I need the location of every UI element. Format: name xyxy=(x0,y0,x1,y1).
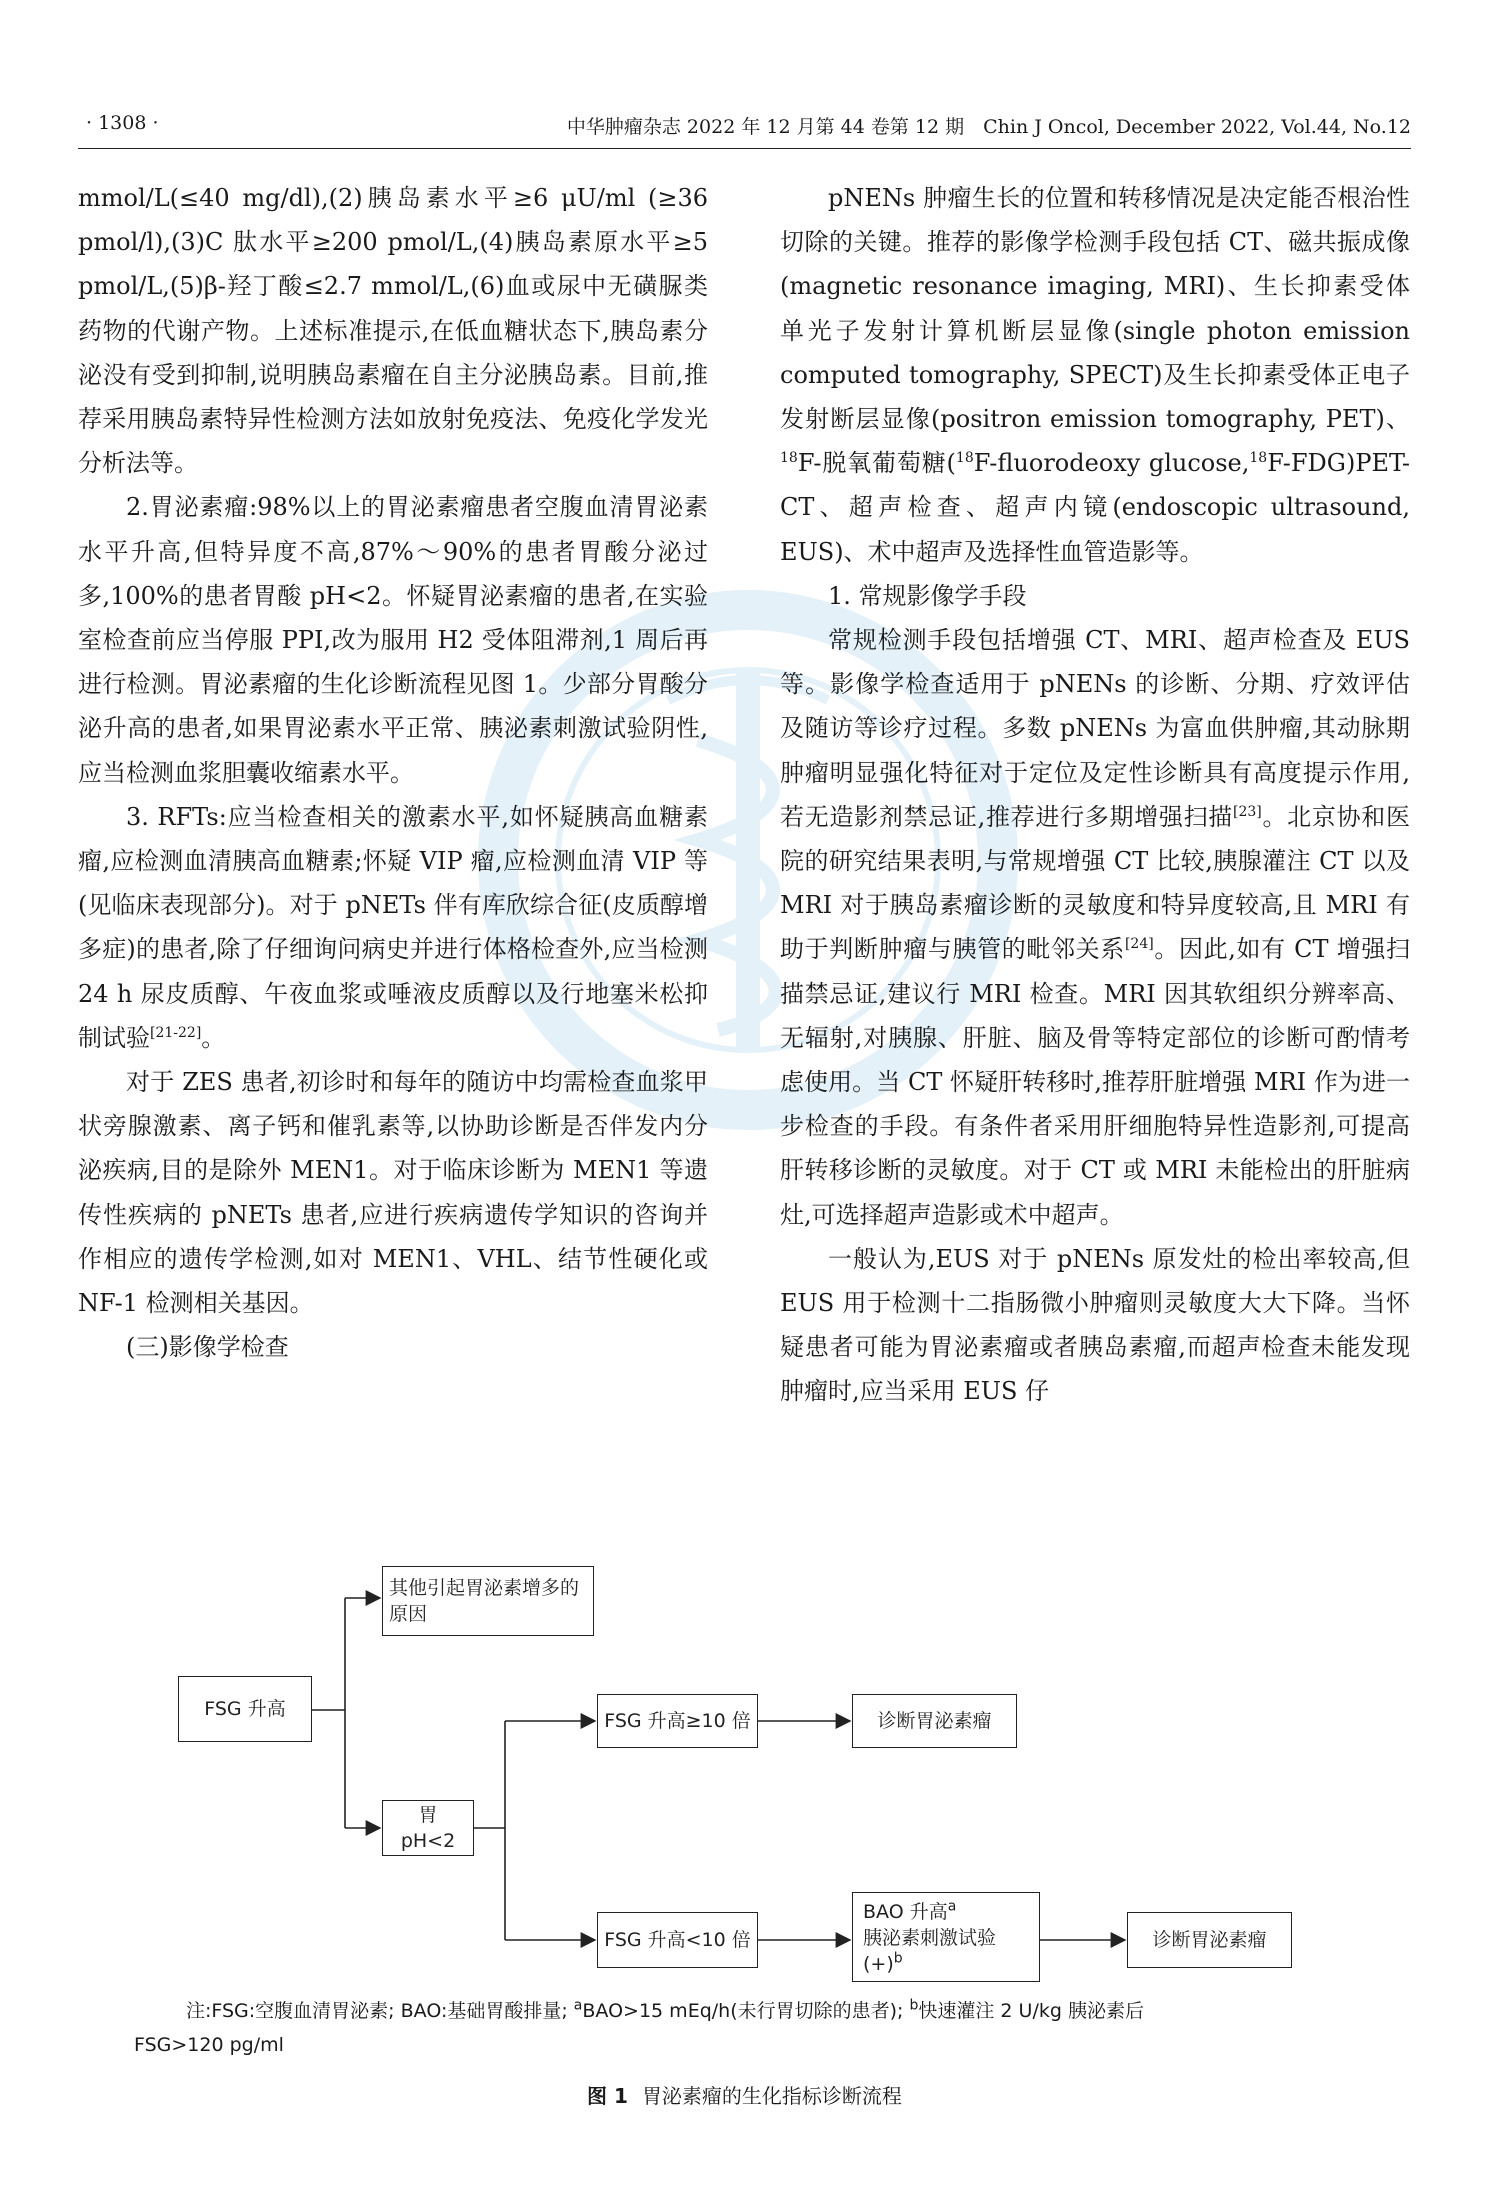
ph-low-box: 胃 pH<2 xyxy=(382,1800,474,1856)
right-paragraph-4: 一般认为,EUS 对于 pNENs 原发灶的检出率较高,但 EUS 用于检测十二指肠微小肿瘤则灵敏度大大下降。当怀疑患者可能为胃泌素瘤或者胰岛素瘤,而超声检查未能发现肿瘤时,应当采用 EUS 仔 xyxy=(780,1244,1410,1406)
subsection-heading: 1. 常规影像学手段 xyxy=(828,581,1027,610)
bao-secretin-box: BAO 升高$^a$ 胰泌素刺激试验 $(+)^b$ xyxy=(852,1892,1040,1982)
page-number: · 1308 · xyxy=(86,112,159,134)
section-heading: (三)影像学检查 xyxy=(126,1333,289,1362)
left-paragraph-2: 2.胃泌素瘤:98%以上的胃泌素瘤患者空腹血清胃泌素水平升高,但特异度不高,87%～90%的患者胃酸分泌过多,100%的患者胃酸 pH<2。怀疑胃泌素瘤的患者,在实验室检查前应当停服 PPI,改为服用 H2 受体阻滞剂,1 周后再进行检测。胃泌素瘤的生化诊断流程见图 1。少部分胃酸分泌升高的患者,如果胃泌素水平正常、胰泌素刺激试验阴性,应当检测血浆胆囊收缩素水平。 xyxy=(78,493,708,787)
figure-caption: 图 1 胃泌素瘤的生化指标诊断流程 xyxy=(587,2084,902,2108)
left-paragraph-4: 对于 ZES 患者,初诊时和每年的随访中均需检查血浆甲状旁腺激素、离子钙和催乳素等,以协助诊断是否伴发内分泌疾病,目的是除外 MEN1。对于临床诊断为 MEN1 等遗传性疾病的 pNETs 患者,应进行疾病遗传学知识的咨询并作相应的遗传学检测,如对 MEN1、VHL、结节性硬化或 NF-1 检测相关基因。 xyxy=(78,1068,708,1318)
other-causes-box: 其他引起胃泌素增多的原因 xyxy=(382,1566,594,1636)
citation-ref: [23] xyxy=(1233,803,1262,820)
flowchart xyxy=(160,1556,1340,1976)
figure-note: 注:FSG:空腹血清胃泌素; BAO:基础胃酸排量; $^a$BAO>15 mEq/h(未行胃切除的患者); $^b$快速灌注 2 U/kg 胰泌素后 FSG>120 pg/ml xyxy=(134,1997,1144,2056)
diagnosis-gastrinoma-box-1: 诊断胃泌素瘤 xyxy=(852,1694,1017,1748)
journal-header: 中华肿瘤杂志 2022 年 12 月第 44 卷第 12 期 Chin J Oncol, December 2022, Vol.44, No.12 xyxy=(566,116,1411,138)
header-rule xyxy=(78,148,1411,149)
fsg-ge10-box: FSG 升高≥10 倍 xyxy=(597,1694,758,1748)
citation-ref: [24] xyxy=(1124,936,1154,953)
right-column xyxy=(780,176,1410,1414)
left-paragraph-1: mmol/L(≤40 mg/dl),(2)胰岛素水平≥6 μU/ml (≥36 pmol/l),(3)C 肽水平≥200 pmol/L,(4)胰岛素原水平≥5 pmol/L,(5)β-羟丁酸≤2.7 mmol/L,(6)血或尿中无磺脲类药物的代谢产物。上述标准提示,在低血糖状态下,胰岛素分泌没有受到抑制,说明胰岛素瘤在自主分泌胰岛素。目前,推荐采用胰岛素特异性检测方法如放射免疫法、免疫化学发光分析法等。 xyxy=(78,184,708,478)
left-paragraph-3: 3. RFTs:应当检查相关的激素水平,如怀疑胰高血糖素瘤,应检测血清胰高血糖素;怀疑 VIP 瘤,应检测血清 VIP 等(见临床表现部分)。对于 pNETs 伴有库欣综合征(皮质醇增多症)的患者,除了仔细询问病史并进行体格检查外,应当检测 24 h 尿皮质醇、午夜血浆或唾液皮质醇以及行地塞米松抑制试验[21-22]。 xyxy=(78,802,708,1052)
fsg-lt10-box: FSG 升高<10 倍 xyxy=(597,1912,758,1968)
left-column xyxy=(78,176,708,1369)
fsg-high-box: FSG 升高 xyxy=(178,1676,312,1742)
right-paragraph-1: pNENs 肿瘤生长的位置和转移情况是决定能否根治性切除的关键。推荐的影像学检测手段包括 CT、磁共振成像(magnetic resonance imaging, MRI)、生长抑素受体单光子发射计算机断层显像(single photon emission computed tomography, SPECT)及生长抑素受体正电子发射断层显像(positron emission tomography, PET)、$^{18}$F-脱氧葡萄糖($^{18}$F-fluorodeoxy glucose,$^{18}$F-FDG)PET-CT、超声检查、超声内镜(endoscopic ultrasound, EUS)、术中超声及选择性血管造影等。 xyxy=(780,184,1411,566)
right-paragraph-3: 常规检测手段包括增强 CT、MRI、超声检查及 EUS 等。影像学检查适用于 pNENs 的诊断、分期、疗效评估及随访等诊疗过程。多数 pNENs 为富血供肿瘤,其动脉期肿瘤明显强化特征对于定位及定性诊断具有高度提示作用,若无造影剂禁忌证,推荐进行多期增强扫描[23]。北京协和医院的研究结果表明,与常规增强 CT 比较,胰腺灌注 CT 以及 MRI 对于胰岛素瘤诊断的灵敏度和特异度较高,且 MRI 有助于判断肿瘤与胰管的毗邻关系[24]。因此,如有 CT 增强扫描禁忌证,建议行 MRI 检查。MRI 因其软组织分辨率高、无辐射,对胰腺、肝脏、脑及骨等特定部位的诊断可酌情考虑使用。当 CT 怀疑肝转移时,推荐肝脏增强 MRI 作为进一步检查的手段。有条件者采用肝细胞特异性造影剂,可提高肝转移诊断的灵敏度。对于 CT 或 MRI 未能检出的肝脏病灶,可选择超声造影或术中超声。 xyxy=(780,626,1410,1229)
citation-ref: [21-22] xyxy=(150,1024,202,1041)
diagnosis-gastrinoma-box-2: 诊断胃泌素瘤 xyxy=(1127,1912,1292,1968)
